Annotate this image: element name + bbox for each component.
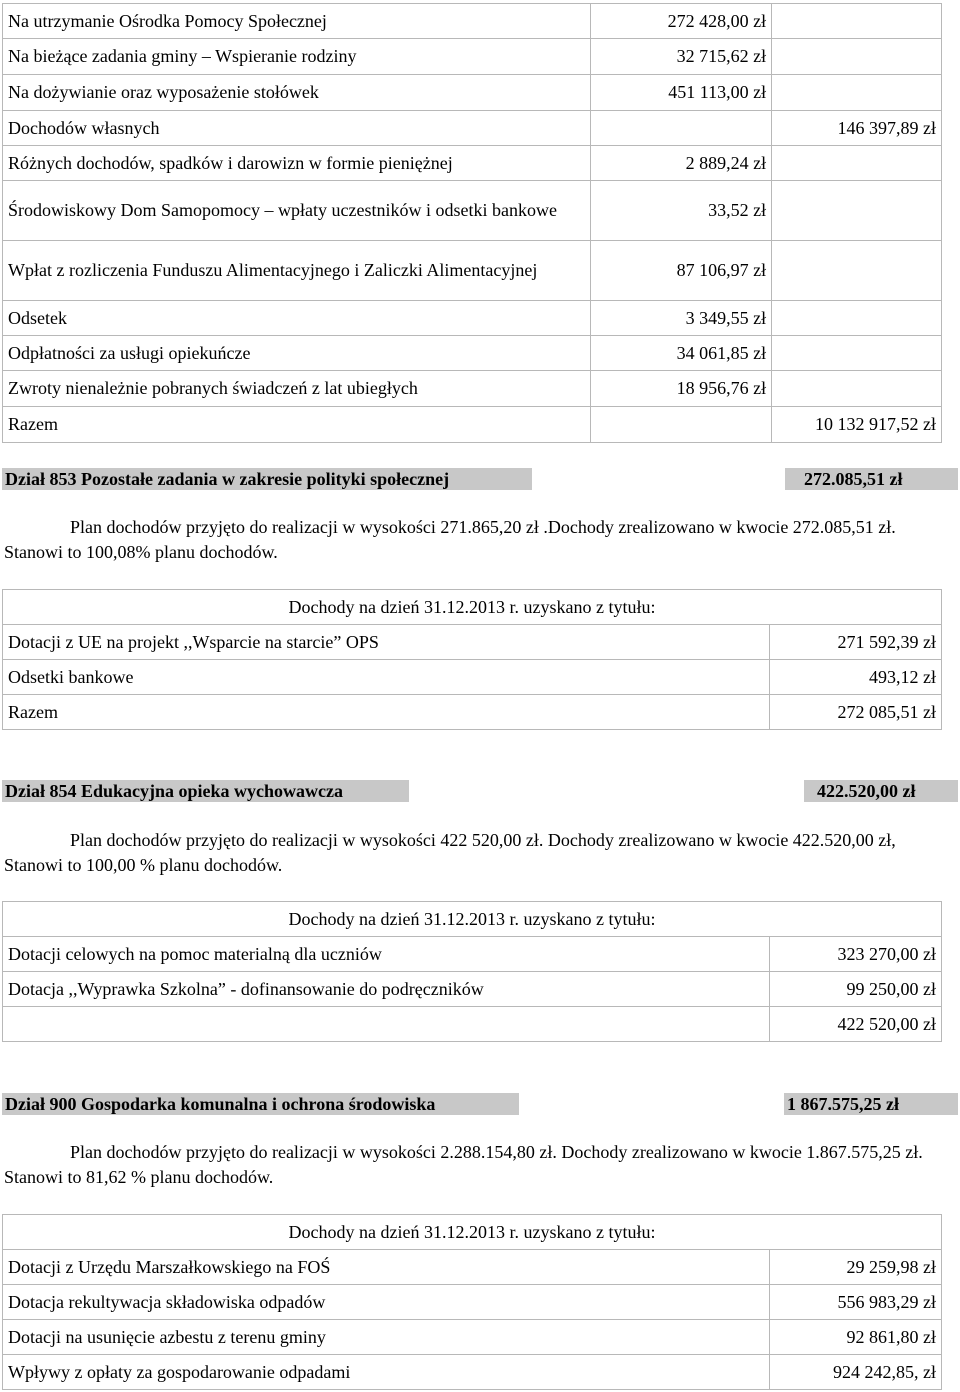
row-value: 92 861,80 zł [769,1320,941,1355]
row-amount: 87 106,97 zł [591,241,772,301]
table-row [3,625,942,660]
row-label: Różnych dochodów, spadków i darowizn w formie pieniężnej [3,146,591,181]
row-amount [591,407,772,443]
table-row [3,1285,942,1320]
table-row [3,4,942,39]
table-row [3,972,942,1007]
section-heading-title: Dział 900 Gospodarka komunalna i ochrona środowiska [5,1094,436,1114]
table-row [3,660,942,695]
table-row [3,695,942,730]
plan-paragraph: Plan dochodów przyjęto do realizacji w wysokości 2.288.154,80 zł. Dochody zrealizowano w kwocie 1.867.575,25 zł. Stanowi to 81,62 % planu dochodów. [4,1142,923,1187]
row-total [772,241,942,301]
row-value: 323 270,00 zł [769,937,941,972]
income-table [2,3,942,443]
row-label: Środowiskowy Dom Samopomocy – wpłaty uczestników i odsetki bankowe [3,181,591,241]
row-amount: 18 956,76 zł [591,371,772,407]
plan-paragraph: Plan dochodów przyjęto do realizacji w wysokości 271.865,20 zł .Dochody zrealizowano w kwocie 272.085,51 zł. Stanowi to 100,08% planu dochodów. [4,517,896,562]
table-row [3,146,942,181]
row-value: 556 983,29 zł [769,1285,941,1320]
table-row [3,407,942,443]
row-total [772,146,942,181]
table-caption: Dochody na dzień 31.12.2013 r. uzyskano z tytułu: [3,902,942,937]
row-total [772,301,942,336]
row-label: Dotacji na usunięcie azbestu z terenu gminy [3,1320,770,1355]
row-amount: 33,52 zł [591,181,772,241]
income-source-table [2,589,942,730]
row-value: 493,12 zł [769,660,941,695]
plan-paragraph: Plan dochodów przyjęto do realizacji w wysokości 422 520,00 zł. Dochody zrealizowano w kwocie 422.520,00 zł, Stanowi to 100,00 % planu dochodów. [4,830,896,875]
row-total [772,75,942,111]
row-value: 99 250,00 zł [769,972,941,1007]
table-row [3,336,942,371]
row-label: Zwroty nienależnie pobranych świadczeń z lat ubiegłych [3,371,591,407]
row-total [772,181,942,241]
section-heading-title: Dział 854 Edukacyjna opieka wychowawcza [5,781,344,801]
row-label [3,1007,770,1042]
row-label: Razem [3,407,591,443]
table-row [3,75,942,111]
row-label: Dotacja rekultywacja składowiska odpadów [3,1285,770,1320]
row-label: Razem [3,695,770,730]
table-row [3,371,942,407]
row-amount: 3 349,55 zł [591,301,772,336]
row-value: 272 085,51 zł [769,695,941,730]
row-value: 29 259,98 zł [769,1250,941,1285]
row-amount: 32 715,62 zł [591,39,772,75]
row-label: Na bieżące zadania gminy – Wspieranie rodziny [3,39,591,75]
heading-gap [409,780,804,802]
row-total: 10 132 917,52 zł [772,407,942,443]
row-value: 422 520,00 zł [769,1007,941,1042]
row-total: 146 397,89 zł [772,111,942,146]
section-heading-amount: 272.085,51 zł [804,469,903,489]
row-label: Dotacji celowych na pomoc materialną dla uczniów [3,937,770,972]
heading-gap [532,468,785,490]
row-label: Dotacji z UE na projekt ,,Wsparcie na starcie” OPS [3,625,770,660]
row-total [772,4,942,39]
row-amount [591,111,772,146]
row-label: Na dożywianie oraz wyposażenie stołówek [3,75,591,111]
section-heading-amount: 422.520,00 zł [817,781,916,801]
row-label: Odsetek [3,301,591,336]
row-label: Odpłatności za usługi opiekuńcze [3,336,591,371]
row-label: Dotacja ,,Wyprawka Szkolna” - dofinansowanie do podręczników [3,972,770,1007]
row-total [772,39,942,75]
table-caption: Dochody na dzień 31.12.2013 r. uzyskano z tytułu: [3,1215,942,1250]
table-caption-row [3,590,942,625]
row-amount: 272 428,00 zł [591,4,772,39]
row-value: 271 592,39 zł [769,625,941,660]
row-label: Na utrzymanie Ośrodka Pomocy Społecznej [3,4,591,39]
row-value: 924 242,85, zł [769,1355,941,1390]
table-row [3,1320,942,1355]
income-source-table [2,901,942,1042]
table-row [3,937,942,972]
row-amount: 34 061,85 zł [591,336,772,371]
table-caption: Dochody na dzień 31.12.2013 r. uzyskano z tytułu: [3,590,942,625]
table-row [3,301,942,336]
table-row [3,181,942,241]
section-heading-854 [2,780,958,802]
table-row [3,1250,942,1285]
table-row [3,111,942,146]
section-heading-amount: 1 867.575,25 zł [787,1094,899,1114]
row-label: Wpłat z rozliczenia Funduszu Alimentacyjnego i Zaliczki Alimentacyjnej [3,241,591,301]
row-total [772,336,942,371]
row-total [772,371,942,407]
table-row [3,241,942,301]
table-row [3,1355,942,1390]
table-row [3,1007,942,1042]
section-heading-853 [2,468,958,490]
income-source-table [2,1214,942,1390]
row-amount: 451 113,00 zł [591,75,772,111]
table-row [3,39,942,75]
table-caption-row [3,1215,942,1250]
row-label: Dotacji z Urzędu Marszałkowskiego na FOŚ [3,1250,770,1285]
section-heading-900 [2,1093,958,1115]
table-caption-row [3,902,942,937]
row-label: Dochodów własnych [3,111,591,146]
row-label: Odsetki bankowe [3,660,770,695]
section-heading-title: Dział 853 Pozostałe zadania w zakresie polityki społecznej [5,469,450,489]
row-amount: 2 889,24 zł [591,146,772,181]
heading-gap [519,1093,784,1115]
row-label: Wpływy z opłaty za gospodarowanie odpadami [3,1355,770,1390]
